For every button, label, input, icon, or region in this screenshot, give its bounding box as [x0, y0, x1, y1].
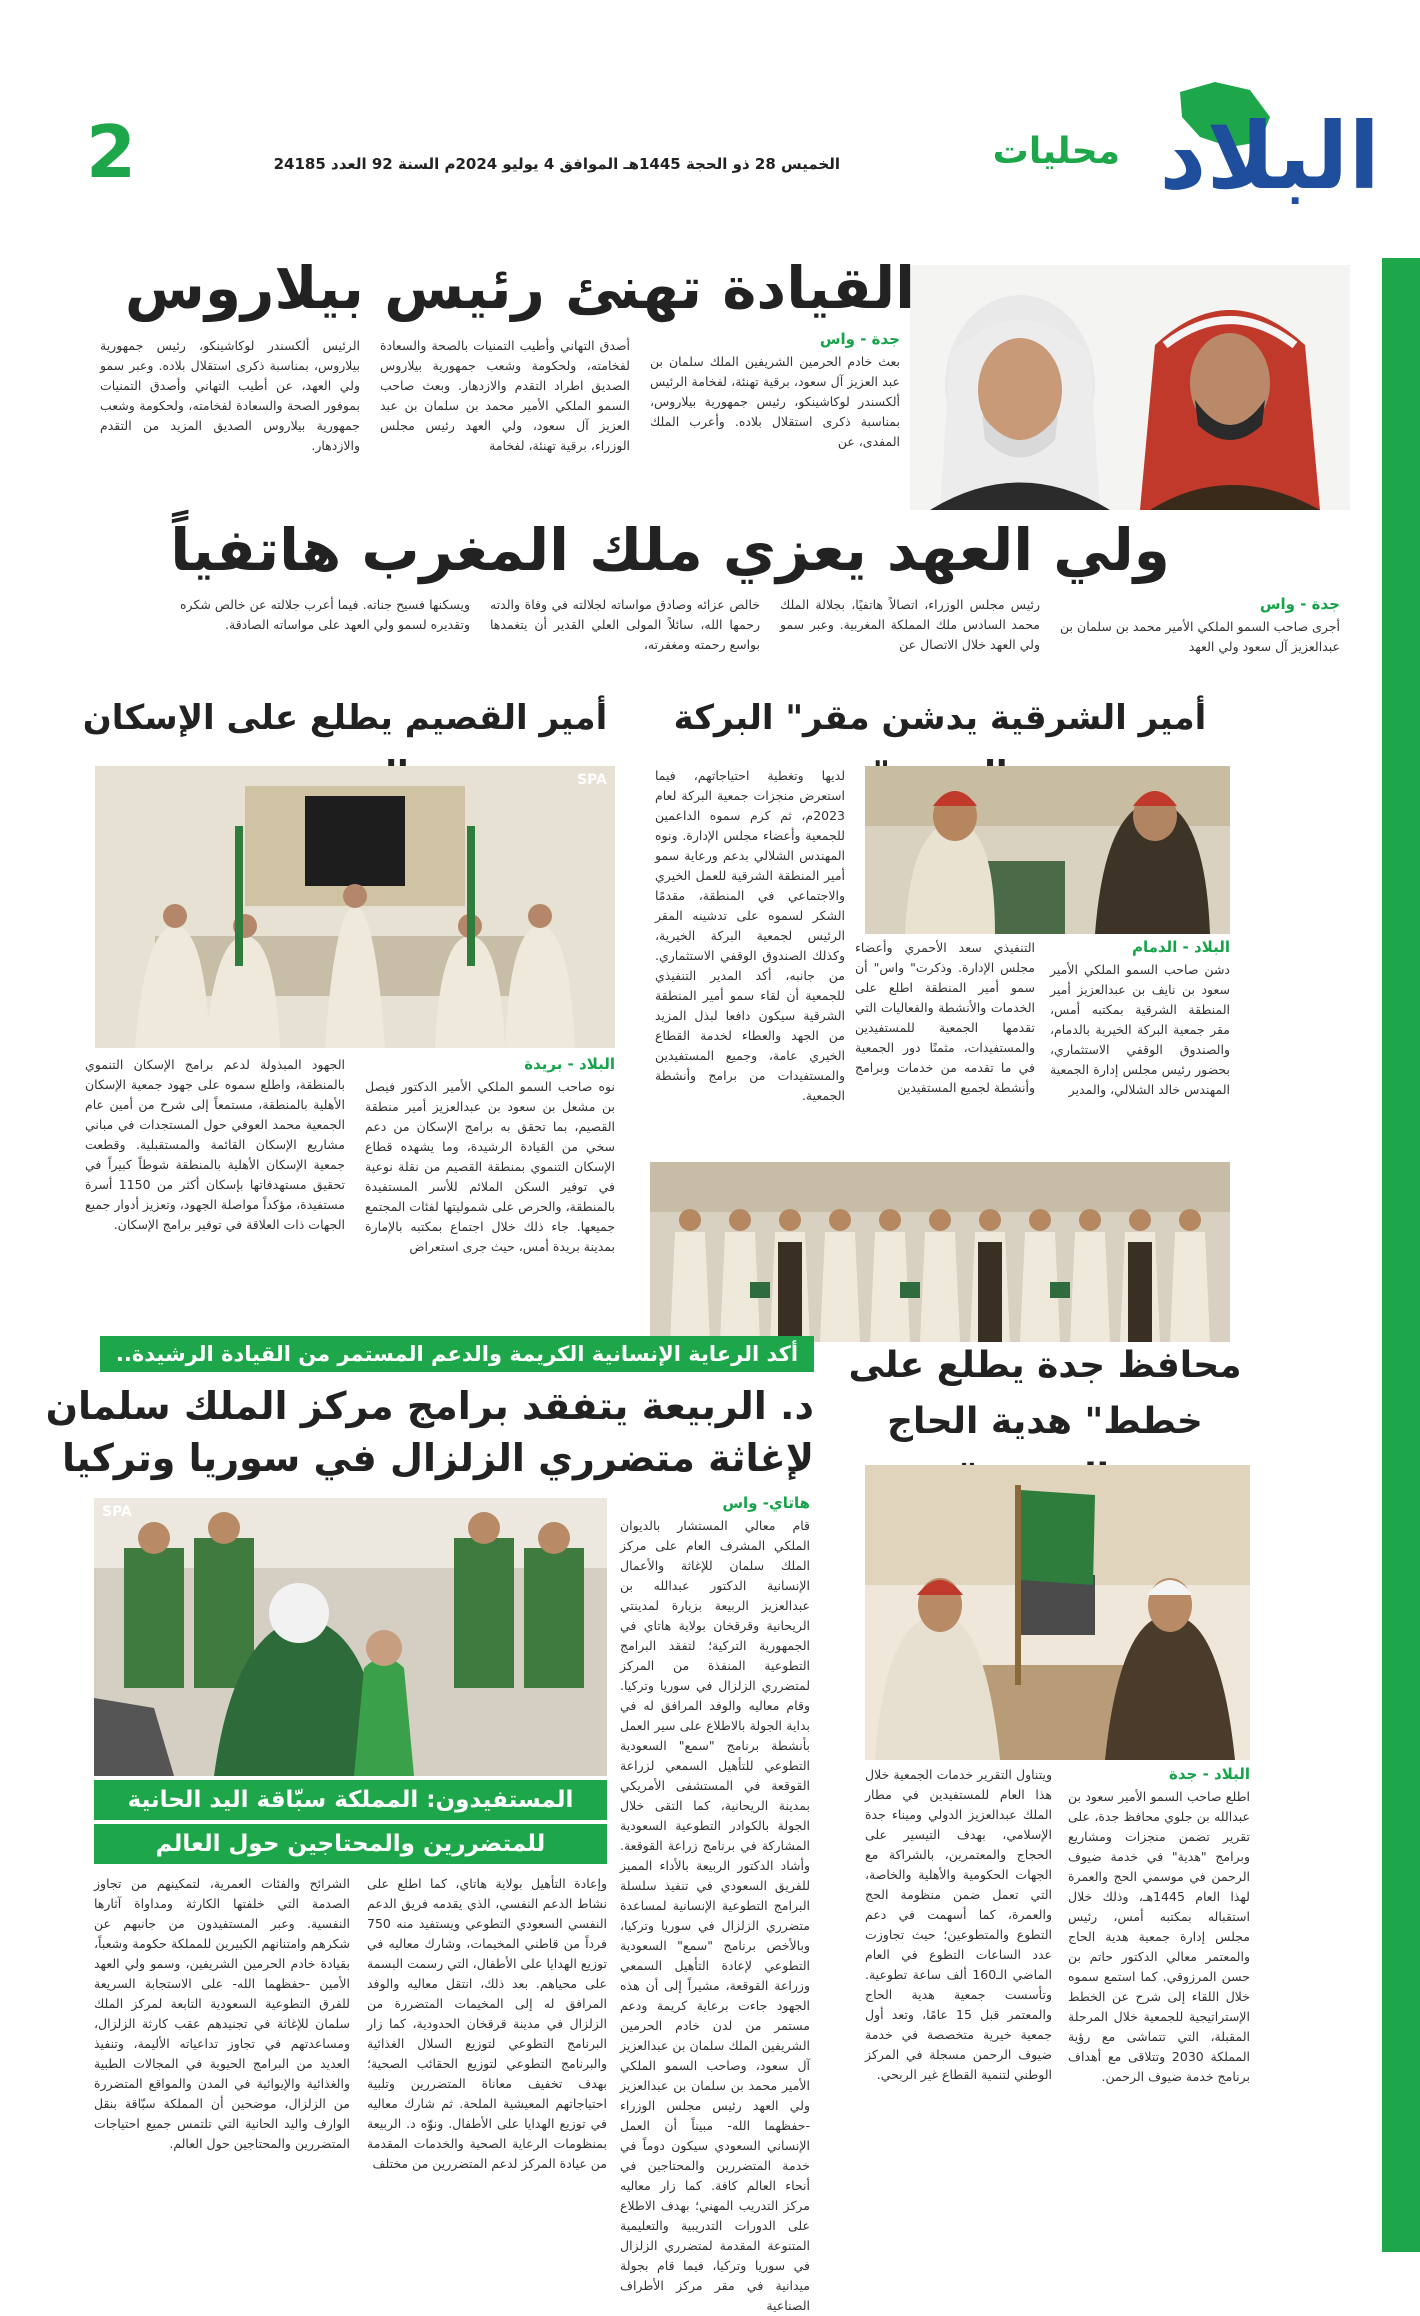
article1-col3-text: الرئيس ألكسندر لوكاشينكو، رئيس جمهورية بيلاروس، بمناسبة ذكرى استقلال بلاده. وعبر سمو ولي العهد، عن أطيب التهاني وأصدق التمنيات بموفور الصحة والسعادة لفخامته، ولحكومة وشعب جمهورية بيلاروس الصديق المزيد من التقدم والازدهار.	[100, 338, 360, 453]
article3-photo	[865, 766, 1230, 934]
article2-body	[100, 595, 1340, 695]
article2-col3-text: خالص عزائه وصادق مواساته لجلالته في وفاة والدته رحمها الله، سائلاً المولى العلي القدير أن يتغمدها بواسع رحمته ومغفرته،	[490, 597, 760, 652]
article4-headline: أمير القصيم يطلع على الإسكان	[82, 698, 608, 738]
article2-col4-text: ويسكنها فسيح جناته. فيما أعرب جلالته عن خالص شكره وتقديره لسمو ولي العهد على مواساته الصادقة.	[180, 597, 470, 632]
article3-headline: أمير الشرقية يدشن مقر" البركة	[673, 698, 1207, 738]
article6-col1	[620, 1494, 810, 2313]
article2-dateline: جدة - واس	[1259, 595, 1340, 613]
logo	[1160, 62, 1380, 212]
article4-dateline: البلاد - بريدة	[524, 1055, 615, 1073]
article4-body	[85, 1055, 615, 1345]
article6-dateline: هاتاي- واس	[722, 1494, 810, 1512]
article6-headline-line2: لإغاثة متضرري الزلزال في سوريا وتركيا	[62, 1436, 814, 1480]
article6-kicker-text: أكد الرعاية الإنسانية الكريمة والدعم المستمر من القيادة الرشيدة..	[115, 1342, 799, 1366]
article6-col2-text: وإعادة التأهيل بولاية هاتاي، كما اطلع على نشاط الدعم النفسي، الذي يقدمه فريق الدعم النفسي السعودي التطوعي ويستفيد منه 750 فرداً من قاطني المخيمات، وشارك معاليه في توزيع الهدايا على الأطفال، التي رسمت البسمة على محياهم. بعد ذلك، انتقل معاليه والوفد المرافق له إلى المخيمات المتضررة من الزلزال في مدينة قرقخان الحدودية، كما زار البرنامج التطوعي لتوزيع السلال الغذائية والبرنامج التطوعي لتوزيع الحقائب الصحية؛ بهدف تخفيف معاناة المتضررين وتلبية احتياجاتهم المعيشية الملحة. ثم شارك معاليه في توزيع الهدايا على الأطفال. ونوّه د. الربيعة بمنظومات الرعاية الصحية والخدمات المقدمة من عيادة المركز لدعم المتضررين من مختلف	[367, 1876, 607, 2171]
article6-caption-line1: المستفيدون: المملكة سبّاقة اليد الحانية	[94, 1780, 607, 1820]
article6-photo	[94, 1498, 607, 1776]
article3-dateline: البلاد - الدمام	[1131, 938, 1230, 956]
article3-col3-text: لديها وتغطية احتياجاتهم، فيما استعرض منجزات جمعية البركة لعام 2023م، ثم كرم سموه الداعمين للجمعية وأعضاء مجلس الإدارة. ونوه المهندس الشلالي بدعم ورعاية سمو أمير المنطقة الشرقية للعمل الخيري والاجتماعي في المنطقة، مقدمًا الشكر لسموه على تدشينه المقر الرئيس لجمعية البركة الخيرية، وكذلك الصندوق الوقفي الاستثماري. من جانبه، أكد المدير التنفيذي للجمعية أن لقاء سمو أمير المنطقة الشرقية سيكون دافعا لبذل المزيد من الجهد والعطاء لخدمة القطاع الخيري عامة، وجميع المستفيدين والمستفيدات من برامج وأنشطة الجمعية.	[655, 768, 845, 1103]
article6-col1-text: قام معالي المستشار بالديوان الملكي المشرف العام على مركز الملك سلمان للإغاثة والأعمال الإنسانية الدكتور عبدالله بن عبدالعزيز الربيعة بزيارة لمدينتي الريحانية وقرقخان بولاية هاتاي في الجمهورية التركية؛ لتفقد البرامج التطوعية المنفذة من المركز لمتضرري الزلزال في سوريا وتركيا. وقام معاليه والوفد المرافق له في بداية الجولة بالاطلاع على سير العمل بأنشطة برنامج "سمع" السعودية التطوعي للتأهيل السمعي لزراعة القوقعة في المستشفى الأمريكي بمدينة الريحانية، كما التقى خلال الجولة بالكوادر التطوعية السعودية المشاركة في برنامج زراعة القوقعة. وأشاد الدكتور الربيعة بالأداء المميز للفريق السعودي في تنفيذ سلسلة البرامج التطوعية الإنسانية لمساعدة متضرري الزلزال في سوريا وتركيا، وبالأخص برنامج "سمع" السعودية التطوعي لإعادة التأهيل السمعي وزراعة القوقعة، مشيراً إلى أن هذه الجهود جاءت برعاية كريمة ودعم مستمر من لدن خادم الحرمين الشريفين الملك سلمان بن عبدالعزيز آل سعود، وصاحب السمو الملكي الأمير محمد بن سلمان بن عبدالعزيز ولي العهد رئيس مجلس الوزراء -حفظهما الله- مبيناً أن العمل الإنساني السعودي سيكون دوماً في خدمة المتضررين والمحتاجين في أنحاء العالم كافة. كما زار معاليه مركز التدريب المهني؛ بهدف الاطلاع على الدورات التدريبية والتعليمية المتنوعة المقدمة لمتضرري الزلزال في سوريا وتركيا، فيما قام بجولة ميدانية في مقر مركز الأطراف الصناعية	[620, 1518, 810, 2313]
article3-col2-text: التنفيذي سعد الأحمري وأعضاء مجلس الإدارة. وذكرت" واس" أن سمو أمير المنطقة اطلع على الخدمات والأنشطة والفعاليات التي تقدمها الجمعية للمستفيدين والمستفيدات، مثمنًا دور الجمعية في ما تقدمه من خدمات وبرامج وأنشطة لجميع المستفيدين	[855, 940, 1035, 1095]
article4-col1	[365, 1055, 615, 1337]
issue-date-line: الخميس 28 ذو الحجة 1445هـ الموافق 4 يوليو 2024م السنة 92 العدد 24185	[273, 155, 840, 173]
article6-kicker	[100, 1336, 814, 1372]
spa-watermark: SPA	[577, 772, 607, 788]
page-number: 2	[86, 110, 137, 194]
article4-col2-text: الجهود المبذولة لدعم برامج الإسكان التنموي بالمنطقة، واطلع سموه على جهود جمعية الإسكان الأهلية بالمنطقة، مستمعاً إلى شرح من أمين عام الجمعية محمد العوفي حول المستجدات في مباني مشاريع الإسكان القائمة والمستقبلية. وقطعت جمعية الإسكان الأهلية بالمنطقة شوطاً كبيراً في تحقيق مستهدفاتها بإسكان أكثر من 1150 أسرة مستفيدة، مؤكداً مواصلة الجهود، وتعزيز أدوار جميع الجهات ذات العلاقة في توفير برامج الإسكان.	[85, 1057, 345, 1232]
article1-dateline: جدة - واس	[819, 330, 900, 348]
article6-caption	[94, 1780, 607, 1866]
article3-col1-text: دشن صاحب السمو الملكي الأمير سعود بن نايف بن عبدالعزيز أمير المنطقة الشرقية بمكتبه أمس، مقر جمعية البركة الخيرية بالدمام، والصندوق الوقفي الاستثماري، بحضور رئيس مجلس إدارة الجمعية المهندس خالد الشلالي، والمدير	[1050, 962, 1230, 1097]
section-title: محليات	[992, 131, 1120, 172]
article5-col1	[1068, 1765, 1250, 2227]
article6-caption-line2: للمتضررين والمحتاجين حول العالم	[94, 1824, 607, 1864]
article4-col1-text: نوه صاحب السمو الملكي الأمير الدكتور فيصل بن مشعل بن سعود بن عبدالعزيز أمير منطقة القصيم، بما تحقق به برامج الإسكان من دعم سخي من القيادة الرشيدة، وما يشهده قطاع الإسكان التنموي بمنطقة القصيم من نقلة نوعية في توفير السكن الملائم للأسر المستفيدة بالمنطقة، والحرص على شموليتها لفئات المجتمع جميعها. جاء ذلك خلال اجتماع بمكتبه بالإمارة بمدينة بريدة أمس، حيث جرى استعراض	[365, 1079, 615, 1254]
article2-col2-text: رئيس مجلس الوزراء، اتصالاً هاتفيًا، بجلالة الملك محمد السادس ملك المملكة المغربية. وعبر سمو ولي العهد خلال الاتصال عن	[780, 597, 1040, 652]
logo-text: البلاد	[1159, 103, 1380, 210]
article5-dateline: البلاد - جدة	[1169, 1765, 1250, 1783]
article2-col1-text: أجرى صاحب السمو الملكي الأمير محمد بن سلمان بن عبدالعزيز آل سعود ولي العهد	[1060, 619, 1340, 654]
article1-col1	[650, 330, 900, 502]
article5-body	[865, 1765, 1250, 2235]
article1-col2-text: أصدق التهاني وأطيب التمنيات بالصحة والسعادة لفخامته، ولحكومة وشعب جمهورية بيلاروس الصديق اطراد التقدم والازدهار. وبعث صاحب السمو الملكي الأمير محمد بن سلمان بن عبد العزيز آل سعود، ولي العهد رئيس مجلس الوزراء، برقية تهنئة، لفخامة	[380, 338, 630, 453]
article4-photo	[95, 766, 615, 1048]
green-side-bar	[1382, 258, 1420, 2252]
masthead	[0, 0, 1420, 258]
article1-col1-text: بعث خادم الحرمين الشريفين الملك سلمان بن عبد العزيز آل سعود، برقية تهنئة، لفخامة الرئيس ألكسندر لوكاشينكو، رئيس جمهورية بيلاروس، بمناسبة ذكرى استقلال بلاده. وأعرب الملك المفدى، عن	[650, 354, 900, 449]
article6-col3-text: الشرائح والفئات العمرية، لتمكينهم من تجاوز الصدمة التي خلفتها الكارثة ومداواة آثارها النفسية. وعبر المستفيدون من جانبهم عن شكرهم وامتنانهم الكبيرين للمملكة حكومة وشعباً، بقيادة خادم الحرمين الشريفين، وسمو ولي العهد الأمين -حفظهما الله- على الاستجابة السريعة للفرق التطوعية السعودية التابعة لمركز الملك سلمان للإغاثة في تجنيدهم عقب كارثة الزلزال، ومساعدتهم في تجاوز تداعياته الأليمة، وتنفيذ العديد من البرامج الحيوية في المجالات الطبية والغذائية والإيوائية في المدن والمواقع المتضررة من الزلزال، موضحين أن المملكة سبّاقة بنقل الوارف واليد الحانية التي تلتمس جميع احتياجات المتضررين والمحتاجين حول العالم.	[94, 1876, 350, 2151]
article1-body	[100, 330, 900, 510]
article3-col1	[1050, 938, 1230, 1150]
article6-headline-line1: د. الربيعة يتفقد برامج مركز الملك سلمان	[45, 1384, 814, 1428]
portraits-photo	[910, 265, 1350, 510]
article2-col1	[1060, 595, 1340, 677]
article1-headline: القيادة تهنئ رئيس بيلاروس	[124, 254, 916, 322]
article5-headline-text: محافظ جدة يطلع على خطط" هدية الحاج	[848, 1345, 1242, 1442]
article5-col2-text: ويتناول التقرير خدمات الجمعية خلال هذا العام للمستفيدين في مطار الملك عبدالعزيز الدولي وميناء جدة الإسلامي، بهدف التيسير على الحجاج والمعتمرين، بالشراكة مع الجهات الحكومية والأهلية والخاصة، التي تعمل ضمن منظومة الحج والعمرة، كما أسهمت في دعم التطوع والمتطوعين؛ حيث تجاوزت عدد الساعات التطوع في العام الماضي الـ160 ألف ساعة تطوعية. وتأسست جمعية هدية الحاج والمعتمر قبل 15 عامًا، وتعد أول جمعية خيرية متخصصة في خدمة ضيوف الرحمن مسجلة في المركز الوطني لتنمية القطاع غير الربحي.	[865, 1767, 1052, 2082]
article5-photo	[865, 1465, 1250, 1760]
spa-watermark-2: SPA	[102, 1504, 132, 1520]
article5-col1-text: اطلع صاحب السمو الأمير سعود بن عبدالله بن جلوي محافظ جدة، على تقرير تضمن منجزات ومشاريع وبرامج "هدية" في خدمة ضيوف الرحمن في موسمي الحج والعمرة لهذا العام 1445هـ، وذلك خلال استقباله بمكتبه أمس، رئيس مجلس إدارة جمعية هدية الحاج والمعتمر معالي الدكتور حاتم بن حسن المرزوقي. كما استمع سموه خلال اللقاء إلى شرح عن الخطط الإستراتيجية للجمعية خلال المرحلة المقبلة، التي تتماشى مع رؤية المملكة 2030 وتتلاقى مع أهداف برنامج خدمة ضيوف الرحمن.	[1068, 1789, 1251, 2084]
article2-headline: ولي العهد يعزي ملك المغرب هاتفياً	[170, 516, 1170, 584]
article3-group-photo	[650, 1162, 1230, 1342]
